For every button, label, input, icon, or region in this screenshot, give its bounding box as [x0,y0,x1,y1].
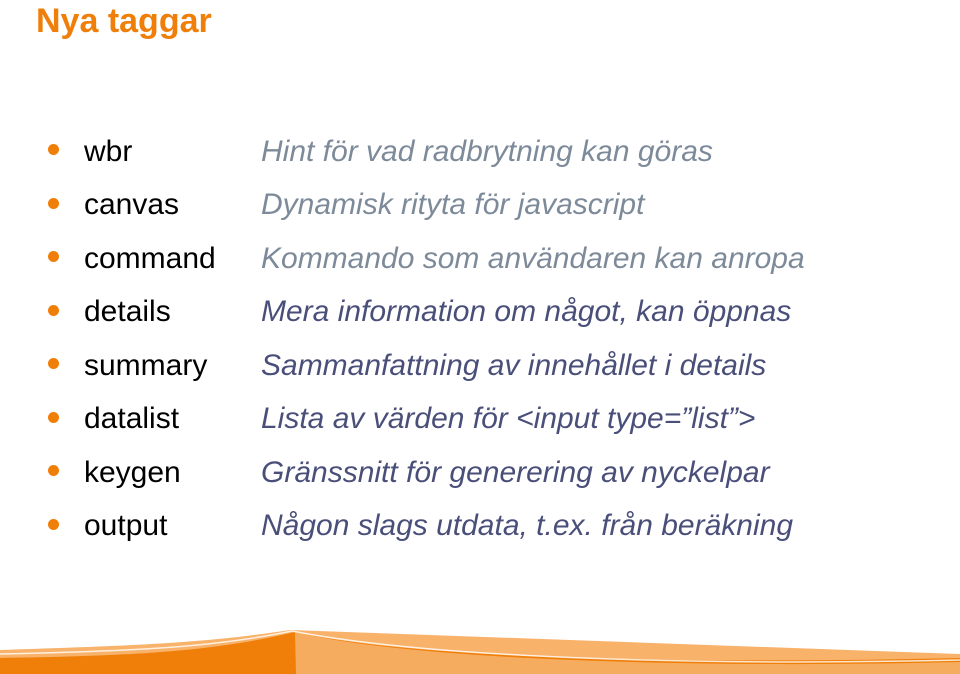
decorative-wave [0,624,960,674]
bullet-icon [48,412,59,423]
bullet-icon [48,305,59,316]
tag-description: Kommando som användaren kan anropa [261,241,805,275]
tag-description: Lista av värden för <input type=”list”> [261,402,756,436]
bullet-icon [48,144,59,155]
list-item-output [48,500,948,554]
tag-description: Sammanfattning av innehållet i details [261,348,767,382]
list-item-datalist [48,393,948,447]
tag-name: wbr [84,134,133,168]
tag-name: summary [84,348,208,382]
tag-list [48,125,948,553]
bullet-icon [48,198,59,209]
tag-description: Mera information om något, kan öppnas [261,295,792,329]
tag-description: Hint för vad radbrytning kan göras [261,134,713,168]
tag-name: canvas [84,188,180,222]
bullet-icon [48,358,59,369]
tag-name: datalist [84,402,180,436]
bullet-icon [48,251,59,262]
bullet-icon [48,519,59,530]
tag-description: Gränssnitt för generering av nyckelpar [261,455,770,489]
tag-name: command [84,241,216,275]
tag-description: Dynamisk rityta för javascript [261,188,645,222]
tag-name: details [84,295,171,329]
list-item-keygen [48,446,948,500]
slide-title: Nya taggar [36,2,212,40]
list-item-canvas [48,179,948,233]
tag-description: Någon slags utdata, t.ex. från beräkning [261,509,794,543]
list-item-details [48,286,948,340]
tag-name: output [84,509,168,543]
list-item-command [48,232,948,286]
bullet-icon [48,465,59,476]
tag-name: keygen [84,455,181,489]
list-item-wbr [48,125,948,179]
list-item-summary [48,339,948,393]
